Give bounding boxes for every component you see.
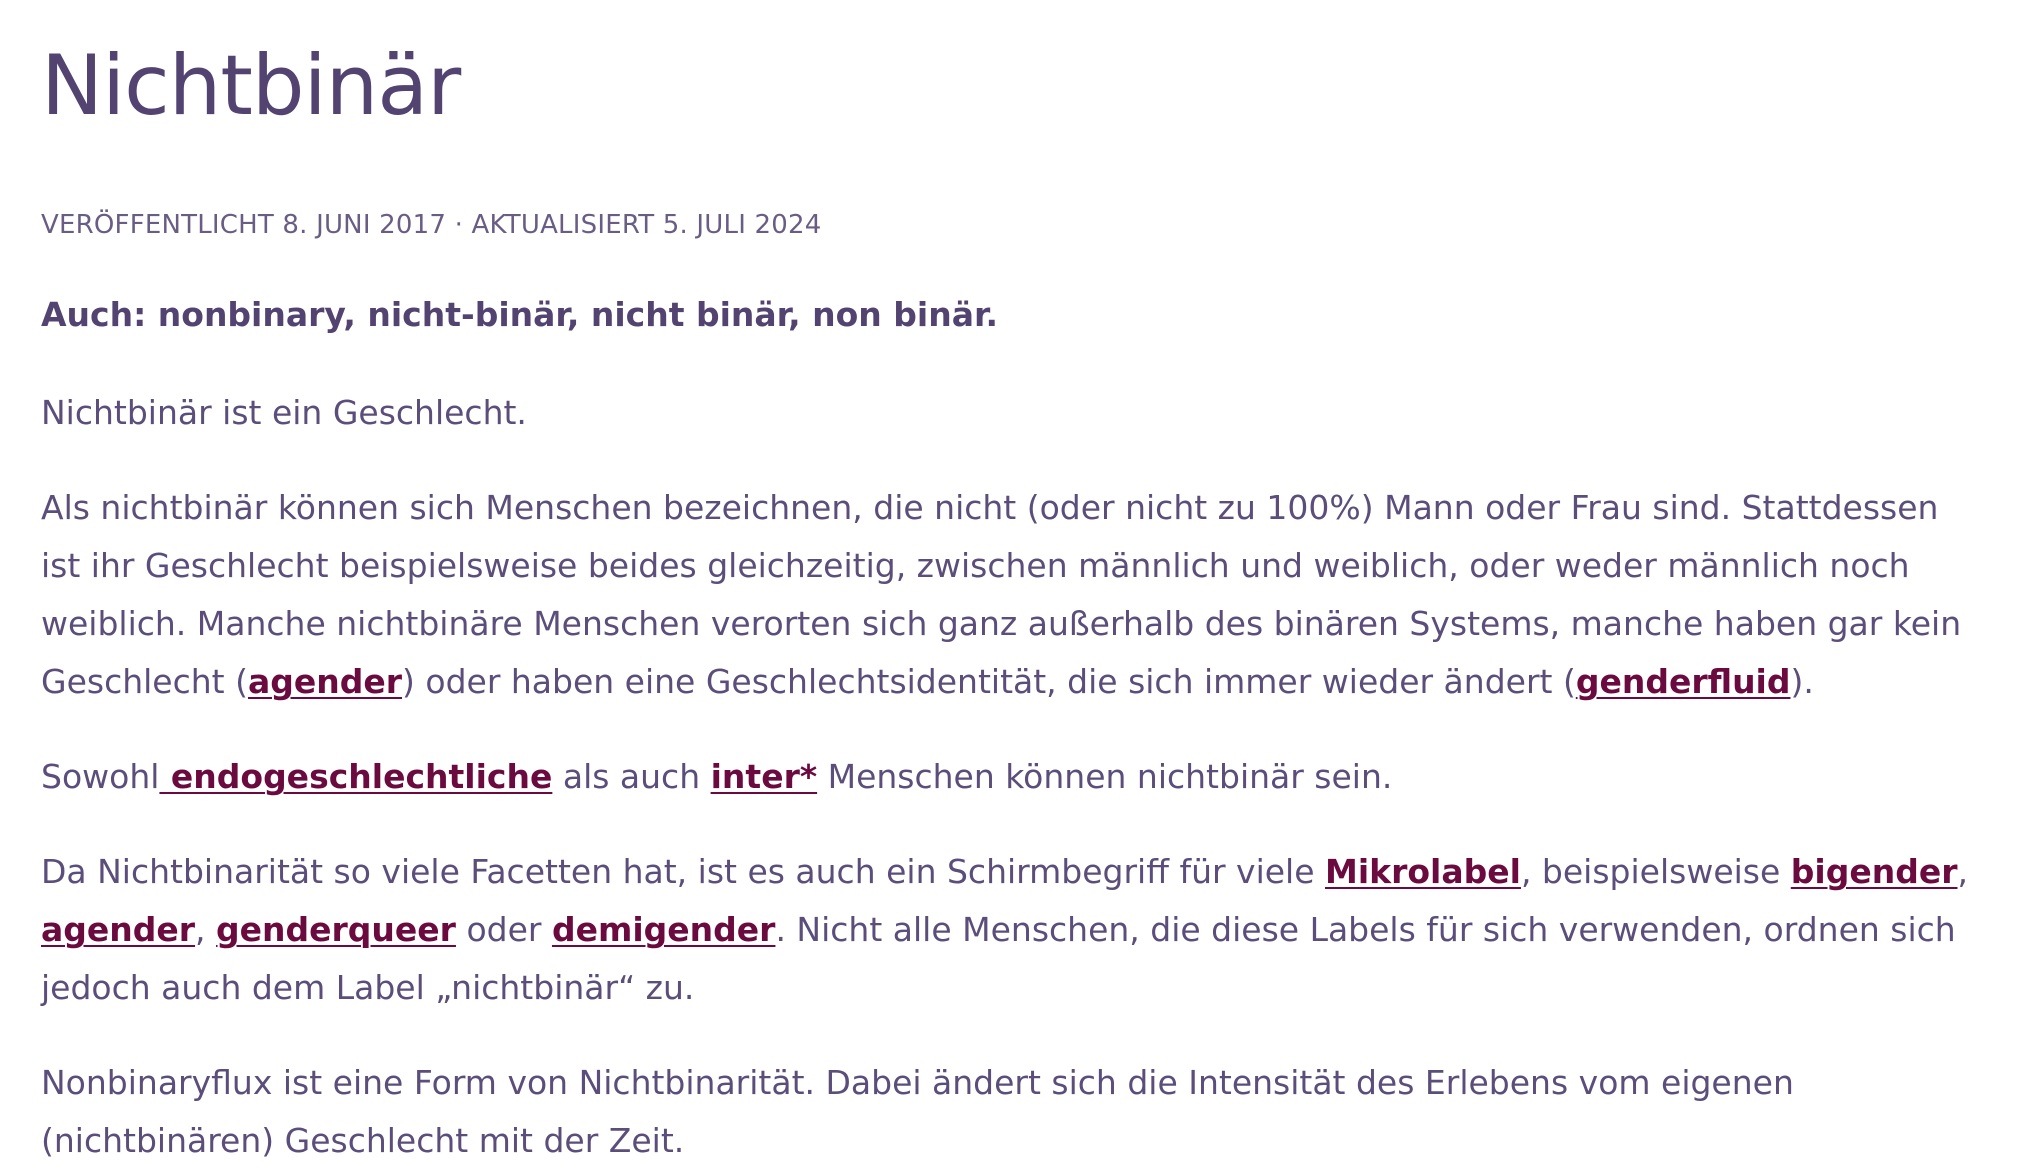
paragraph-definition: Nichtbinär ist ein Geschlecht. xyxy=(41,393,527,432)
text-segment: , xyxy=(1957,852,1968,891)
link-agender-2[interactable]: agender xyxy=(41,910,196,949)
text-segment: , xyxy=(195,910,217,949)
text-segment: Als nichtbinär können sich Menschen bezeichnen, die nicht (oder nicht zu 100%) Mann oder Frau sind. Stattdessen ist ihr Geschlecht beispielsweise beides gleichzeitig, zwischen männlich und weiblich, oder weder männlich noch weiblich. Manche nichtbinäre Menschen verorten sich ganz außerhalb des binären Systems, manche haben gar kein Geschlecht ( xyxy=(41,488,1962,701)
text-segment: als auch xyxy=(552,757,711,796)
link-genderqueer[interactable]: genderqueer xyxy=(216,910,456,949)
link-endogeschlechtlich[interactable]: endogeschlechtliche xyxy=(159,757,553,796)
link-demigender[interactable]: demigender xyxy=(551,910,776,949)
text-segment: Da Nichtbinarität so viele Facetten hat, ist es auch ein Schirmbegriff für viele xyxy=(41,852,1326,891)
text-segment: Menschen können nichtbinär sein. xyxy=(817,757,1393,796)
meta-separator: · xyxy=(446,210,472,240)
updated-date: AKTUALISIERT 5. JULI 2024 xyxy=(471,210,822,240)
text-segment: ) oder haben eine Geschlechtsidentität, die sich immer wieder ändert ( xyxy=(402,662,1576,701)
page-title: Nichtbinär xyxy=(41,37,461,134)
paragraph-endo-inter xyxy=(41,748,1980,806)
post-meta xyxy=(41,208,1980,242)
alias-lead: Auch: nonbinary, nicht-binär, nicht binär, non binär. xyxy=(41,295,999,334)
link-agender[interactable]: agender xyxy=(247,662,403,701)
text-segment: Sowohl xyxy=(41,757,160,796)
link-mikrolabel[interactable]: Mikrolabel xyxy=(1325,852,1521,891)
paragraph-nonbinaryflux: Nonbinaryflux ist eine Form von Nichtbinarität. Dabei ändert sich die Intensität des Erlebens vom eigenen (nichtbinären) Geschlecht mit der Zeit. xyxy=(41,1063,1794,1160)
paragraph-umbrella-term xyxy=(41,843,1980,1017)
link-inter[interactable]: inter* xyxy=(710,757,818,796)
text-segment: oder xyxy=(455,910,552,949)
paragraph-description xyxy=(41,479,1980,711)
text-segment: , beispielsweise xyxy=(1520,852,1791,891)
text-segment: . Nicht alle Menschen, die diese Labels für sich verwenden, ordnen sich jedoch auch dem Label „nichtbinär“ zu. xyxy=(41,910,1956,1007)
published-date: VERÖFFENTLICHT 8. JUNI 2017 xyxy=(41,210,447,240)
text-segment: ). xyxy=(1790,662,1814,701)
link-bigender[interactable]: bigender xyxy=(1790,852,1958,891)
link-genderfluid[interactable]: genderfluid xyxy=(1575,662,1791,701)
